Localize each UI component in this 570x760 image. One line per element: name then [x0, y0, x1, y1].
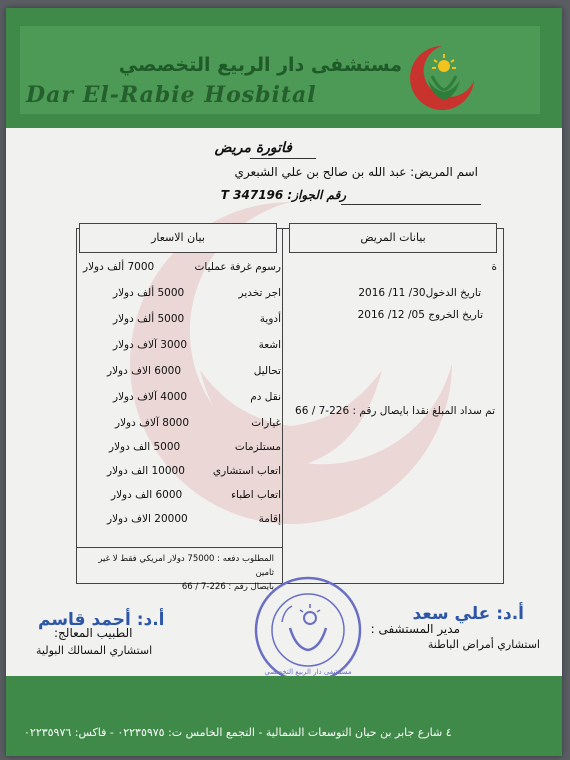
prices-column-header: بيان الاسعار — [79, 223, 277, 253]
invoice-page — [6, 8, 562, 756]
discharge-date: تاريخ الخروج 05/ 12/ 2016 — [357, 309, 483, 321]
item-price: 3000 آلاف دولار — [113, 339, 188, 351]
receipt-line: بايصال رقم : 226-7 / 66 — [181, 582, 274, 592]
item-price: 5000 ألف دولار — [113, 287, 185, 299]
item-price: 5000 الف دولار — [109, 441, 181, 453]
hospital-stamp-icon — [252, 574, 364, 686]
admission-date: تاريخ الدخول30/ 11/ 2016 — [358, 287, 481, 299]
item-price: 6000 الف دولار — [111, 489, 183, 501]
mark: ة — [491, 261, 497, 273]
item-label: أدوية — [259, 313, 281, 325]
item-label: تحاليل — [253, 365, 281, 377]
doctor-title: الطبيب المعالج: — [54, 626, 133, 640]
passport-number: رقم الجواز: T 347196 — [220, 188, 346, 202]
item-price: 4000 آلاف دولار — [113, 391, 188, 403]
passport-underline — [341, 204, 481, 205]
item-label: اتعاب استشاري — [212, 465, 281, 477]
hospital-name-arabic: مستشفى دار الربيع التخصصي — [118, 54, 402, 76]
item-price: 5000 ألف دولار — [113, 313, 185, 325]
item-label: نقل دم — [250, 391, 281, 403]
doctor-name: أ.د: أحمد قاسم — [38, 610, 165, 630]
stamp-text: مستشفى دار الربيع التخصصي — [264, 668, 352, 676]
director-name: أ.د: علي سعد — [412, 604, 524, 624]
payment-note: تم سداد المبلغ نقدا بايصال رقم : 226-7 / 66 — [295, 405, 495, 417]
hospital-name-english: Dar El-Rabie Hosbital — [26, 82, 317, 108]
item-price: 10000 الف دولار — [107, 465, 185, 477]
doctor-role: استشاري المسالك البولية — [36, 644, 153, 657]
total-line: المطلوب دفعه : 75000 دولار امريكي فقط لا غير ثامين — [98, 554, 274, 578]
item-label: اجر تخدير — [238, 287, 281, 299]
item-price: 8000 آلاف دولار — [115, 417, 190, 429]
invoice-table — [76, 228, 504, 592]
invoice-title: فاتورة مريض — [214, 140, 292, 156]
footer-band — [6, 676, 562, 756]
item-price: 6000 الاف دولار — [107, 365, 182, 377]
item-label: اتعاب اطباء — [231, 489, 281, 501]
item-price: 7000 ألف دولار — [83, 261, 155, 273]
item-label: رسوم غرفة عمليات — [194, 261, 281, 273]
director-role: استشاري أمراض الباطنة — [427, 638, 540, 651]
patient-column-header: بيانات المريض — [289, 223, 497, 253]
director-title: مدير المستشفى : — [370, 622, 460, 636]
title-underline — [250, 158, 316, 159]
item-label: إقامة — [258, 513, 281, 525]
hospital-logo-icon — [402, 40, 482, 120]
item-label: اشعة — [258, 339, 281, 351]
patient-name: اسم المريض: عبد الله بن صالح بن علي الشبعري — [234, 165, 478, 179]
total-amount — [84, 552, 274, 594]
item-price: 20000 الاف دولار — [107, 513, 188, 525]
footer-address: ٤ شارع جابر بن حيان التوسعات الشمالية - التجمع الخامس ت: ٠٢٢٣٥٩٧٥ - فاكس: ٠٢٢٣٥٩٧٦ — [24, 726, 452, 739]
item-label: مستلزمات — [234, 441, 281, 453]
item-label: غيارات — [251, 417, 281, 429]
column-divider — [282, 229, 283, 583]
